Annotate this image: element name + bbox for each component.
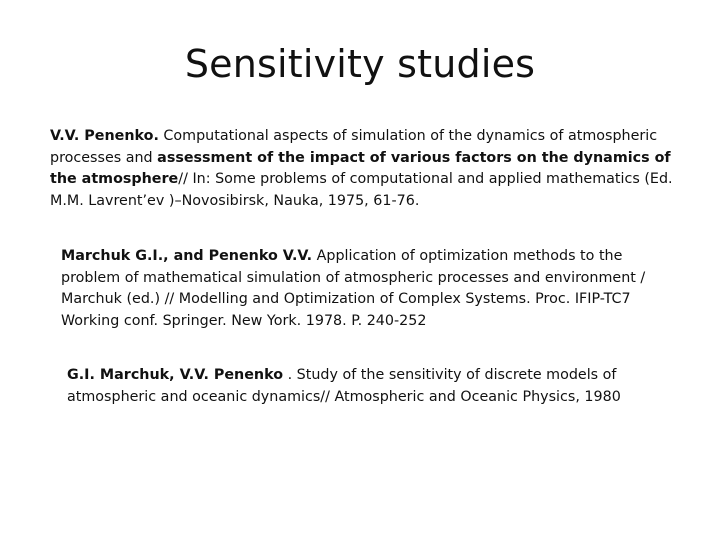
reference-3 [67, 365, 667, 408]
reference-2-authors: Marchuk G.I., and Penenko V.V. [61, 248, 313, 264]
reference-3-authors: G.I. Marchuk, V.V. Penenko [67, 367, 284, 383]
reference-1-authors: V.V. Penenko. [50, 128, 159, 144]
reference-2-text: Application of optimization methods to the problem of mathematical simulation of atmospheric processes and environment / Marchuk (ed.) // Modelling and Optimization of Complex Systems. Proc. IFIP-TC7 Working conf. Springer. New York. 1978. P. 240-252 [61, 248, 646, 329]
slide-title: Sensitivity studies [184, 42, 536, 86]
reference-1-text-b: // In: Some problems of computational and applied mathematics (Ed. M.M. Lavrent’ev )–Novosibirsk, Nauka, 1975, 61-76. [50, 171, 673, 209]
reference-1-text-bold: assessment of the impact of various factors on the dynamics of the atmosphere [50, 149, 671, 187]
reference-1-text-a: Computational aspects of simulation of the dynamics of atmospheric processes and [50, 128, 658, 166]
reference-3-text: . Study of the sensitivity of discrete models of atmospheric and oceanic dynamics// Atmospheric and Oceanic Physics, 1980 [67, 367, 621, 405]
reference-2 [61, 246, 661, 332]
reference-1 [50, 126, 675, 212]
